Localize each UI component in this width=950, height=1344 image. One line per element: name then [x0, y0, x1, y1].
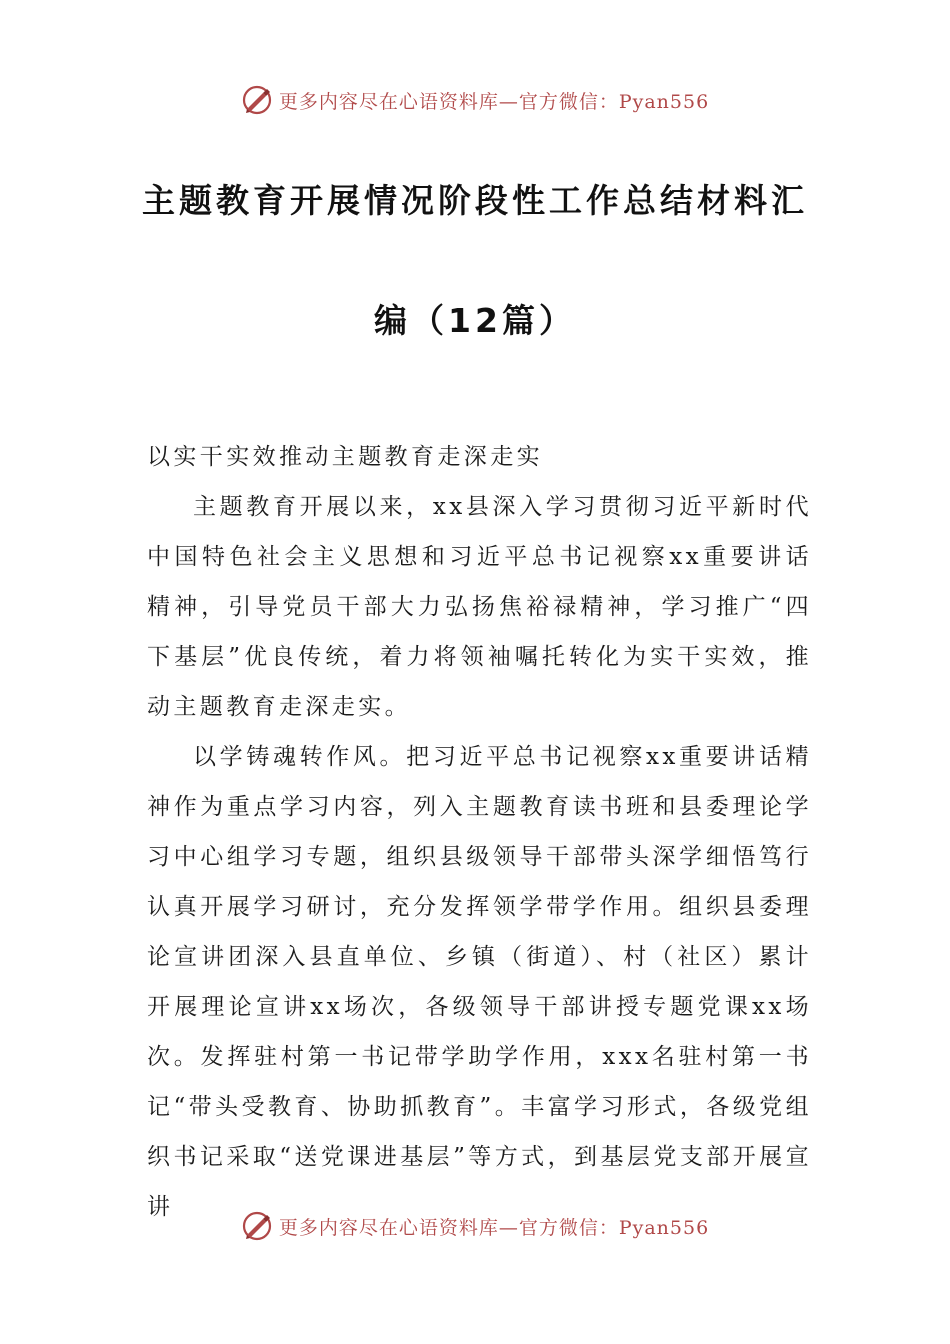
pen-seal-icon — [241, 84, 273, 116]
body-paragraph-1: 主题教育开展以来，xx县深入学习贯彻习近平新时代中国特色社会主义思想和习近平总书记视察xx重要讲话精神，引导党员干部大力弘扬焦裕禄精神，学习推广“四下基层”优良传统，着力将领袖嘱托转化为实干实效，推动主题教育走深走实。 — [147, 494, 812, 720]
document-title-line-2: 编（12篇） — [374, 301, 576, 340]
watermark-text: 更多内容尽在心语资料库—官方微信：Pyan556 — [278, 1216, 710, 1239]
section-heading: 以实干实效推动主题教育走深走实 — [147, 444, 543, 470]
document-title-line-1: 主题教育开展情况阶段性工作总结材料汇 — [142, 181, 808, 220]
watermark-text: 更多内容尽在心语资料库—官方微信：Pyan556 — [278, 90, 710, 113]
header-watermark — [0, 84, 950, 116]
pen-seal-icon — [241, 1210, 273, 1242]
document-body — [147, 432, 812, 1232]
footer-watermark — [0, 1210, 950, 1242]
body-paragraph-2: 以学铸魂转作风。把习近平总书记视察xx重要讲话精神作为重点学习内容，列入主题教育读书班和县委理论学习中心组学习专题，组织县级领导干部带头深学细悟笃行认真开展学习研讨，充分发挥领学带学作用。组织县委理论宣讲团深入县直单位、乡镇（街道）、村（社区）累计开展理论宣讲xx场次，各级领导干部讲授专题党课xx场次。发挥驻村第一书记带学助学作用，xxx名驻村第一书记“带头受教育、协助抓教育”。丰富学习形式，各级党组织书记采取“送党课进基层”等方式，到基层党支部开展宣讲 — [147, 744, 812, 1220]
